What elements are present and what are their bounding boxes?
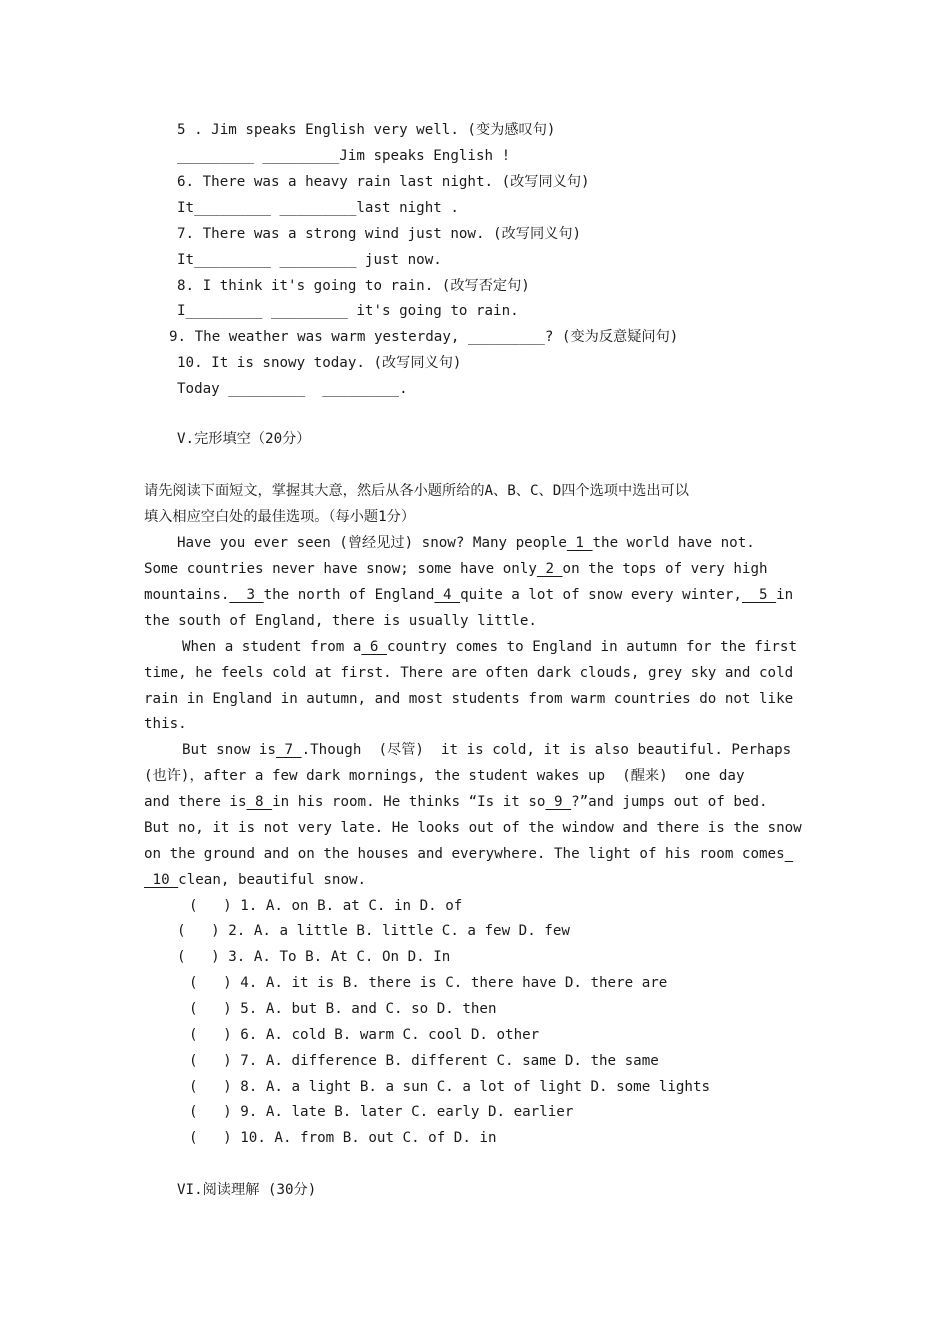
question-6: 6. There was a heavy rain last night. (改写同义句) <box>177 174 590 190</box>
passage-line: But snow is 7 .Though (尽管) it is cold, it is also beautiful. Perhaps <box>182 742 792 758</box>
blank-7: 7 <box>275 742 302 758</box>
blank-3: 3 <box>229 587 264 603</box>
answer-line-10: Today _________ _________. <box>177 381 408 397</box>
option-row-4: ( ) 4. A. it is B. there is C. there have D. there are <box>189 975 668 991</box>
blank-9: 9 <box>545 794 572 810</box>
question-7: 7. There was a strong wind just now. (改写同义句) <box>177 226 582 242</box>
option-row-9: ( ) 9. A. late B. later C. early D. earlier <box>189 1104 574 1120</box>
blank-2: 2 <box>536 561 563 577</box>
instructions-line-2: 填入相应空白处的最佳选项。（每小题1分） <box>144 509 416 525</box>
option-row-1: ( ) 1. A. on B. at C. in D. of <box>189 898 463 914</box>
passage-line: (也许)，after a few dark mornings, the student wakes up (醒来) one day <box>144 768 745 784</box>
question-8: 8. I think it's going to rain. (改写否定句) <box>177 278 530 294</box>
option-row-10: ( ) 10. A. from B. out C. of D. in <box>189 1130 497 1146</box>
answer-line-5: _________ _________Jim speaks English ! <box>177 148 511 164</box>
answer-line-7: It_________ _________ just now. <box>177 252 442 268</box>
question-9: 9. The weather was warm yesterday, _________? (变为反意疑问句) <box>169 329 679 345</box>
passage-line: the south of England, there is usually little. <box>144 613 537 629</box>
answer-line-6: It_________ _________last night . <box>177 200 459 216</box>
passage-line: rain in England in autumn, and most students from warm countries do not like <box>144 691 794 707</box>
passage-line: on the ground and on the houses and everywhere. The light of his room comes <box>144 846 785 862</box>
option-row-7: ( ) 7. A. difference B. different C. same D. the same <box>189 1053 659 1069</box>
question-10: 10. It is snowy today. (改写同义句) <box>177 355 462 371</box>
passage-line: 10 clean, beautiful snow. <box>144 872 367 888</box>
instructions-line-1: 请先阅读下面短文，掌握其大意，然后从各小题所给的A、B、C、D四个选项中选出可以 <box>144 483 689 499</box>
passage-line: But no, it is not very late. He looks out of the window and there is the snow <box>144 820 802 836</box>
passage-line: this. <box>144 716 187 732</box>
option-row-5: ( ) 5. A. but B. and C. so D. then <box>189 1001 497 1017</box>
question-5: 5 . Jim speaks English very well. (变为感叹句) <box>177 122 556 138</box>
blank-1: 1 <box>566 535 593 551</box>
blank-4: 4 <box>434 587 461 603</box>
blank-8: 8 <box>246 794 273 810</box>
option-row-8: ( ) 8. A. a light B. a sun C. a lot of light D. some lights <box>189 1079 711 1095</box>
section-v-heading: V.完形填空（20分） <box>177 431 311 447</box>
option-row-2: ( ) 2. A. a little B. little C. a few D. few <box>177 923 570 939</box>
option-row-6: ( ) 6. A. cold B. warm C. cool D. other <box>189 1027 540 1043</box>
blank-10: 10 <box>144 872 179 888</box>
passage-line: When a student from a 6 country comes to England in autumn for the first <box>182 639 797 655</box>
passage-line: and there is 8 in his room. He thinks “Is it so 9 ?”and jumps out of bed. <box>144 794 768 810</box>
blank-5: 5 <box>741 587 777 603</box>
option-row-3: ( ) 3. A. To B. At C. On D. In <box>177 949 451 965</box>
passage-line: Have you ever seen (曾经见过) snow? Many people 1 the world have not. <box>177 535 755 551</box>
blank-6: 6 <box>361 639 387 655</box>
section-vi-heading: VI.阅读理解 (30分) <box>177 1182 317 1198</box>
passage-line: time, he feels cold at first. There are often dark clouds, grey sky and cold <box>144 665 794 681</box>
passage-line: Some countries never have snow; some have only 2 on the tops of very high <box>144 561 768 577</box>
answer-line-8: I_________ _________ it's going to rain. <box>177 303 519 319</box>
passage-line: mountains. 3 the north of England 4 quite a lot of snow every winter, 5 in <box>144 587 794 603</box>
